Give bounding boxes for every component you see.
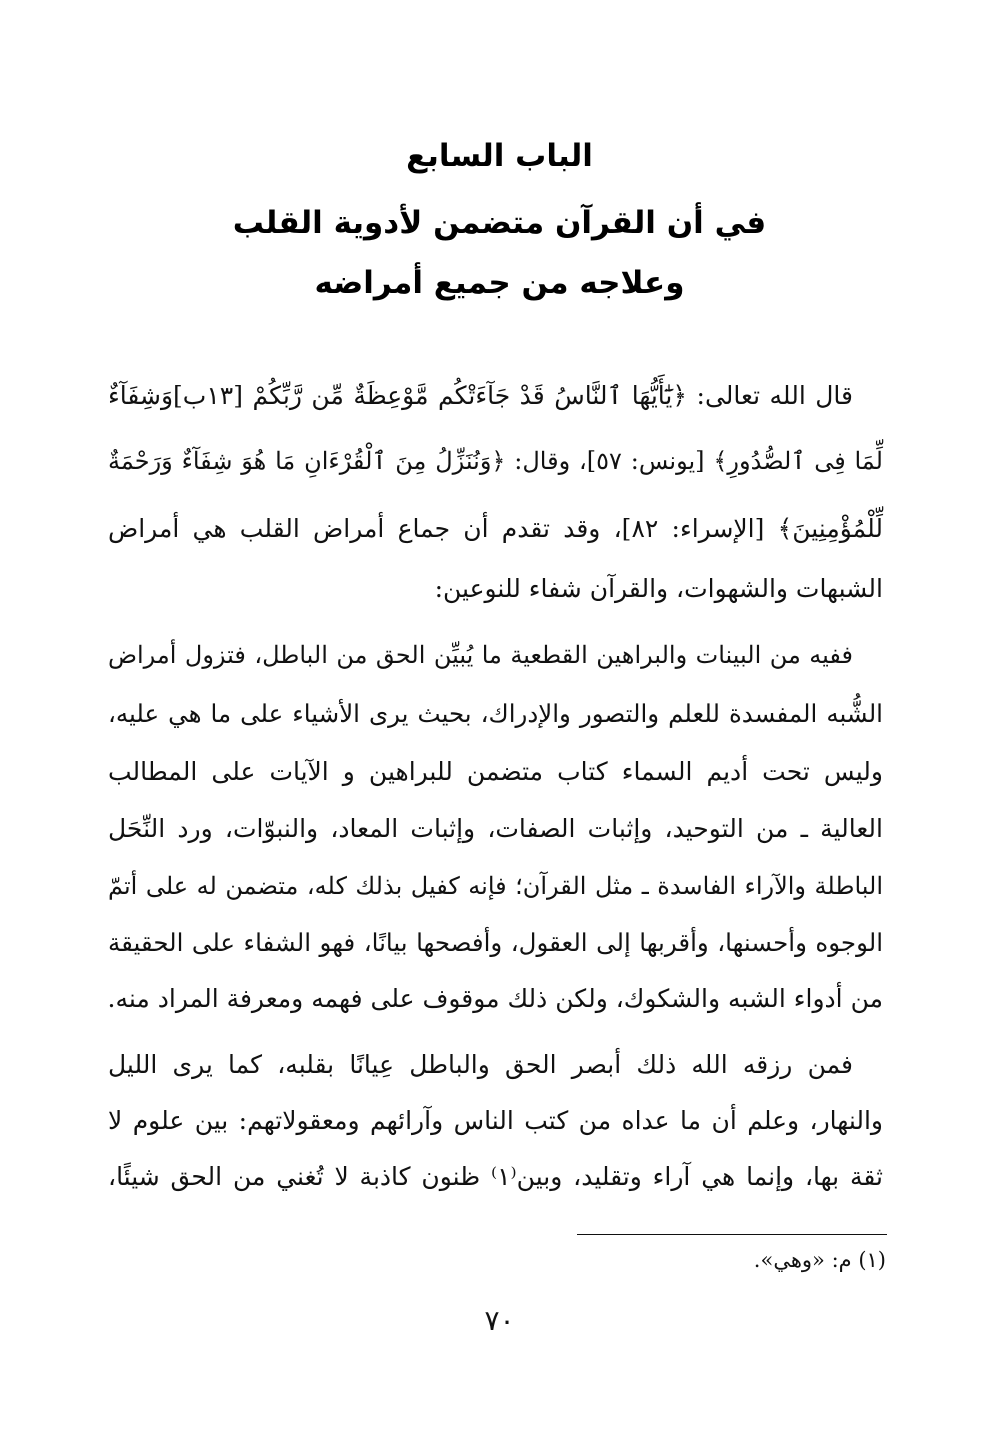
paragraph-3-line-1: فمن رزقه الله ذلك أبصر الحق والباطل عِيانًا بقلبه، كما يرى الليل [108, 1050, 853, 1079]
page-number: ٧٠ [484, 1304, 515, 1337]
paragraph-1-line-4: الشبهات والشهوات، والقرآن شفاء للنوعين: [434, 574, 883, 603]
footnote-separator [577, 1234, 887, 1235]
paragraph-2-line-7: من أدواء الشبه والشكوك، ولكن ذلك موقوف على فهمه ومعرفة المراد منه. [107, 984, 883, 1013]
paragraph-1-line-1: قال الله تعالى: ﴿يَٰٓأَيُّهَا ٱلنَّاسُ قَدْ جَآءَتْكُم مَّوْعِظَةٌ مِّن رَّبِّكُمْ [١٣ب]وَشِفَآءٌ [108, 381, 853, 410]
paragraph-2-line-2: الشُّبه المفسدة للعلم والتصور والإدراك، بحيث يرى الأشياء على ما هي عليه، [108, 699, 883, 728]
paragraph-3-line-3: ثقة بها، وإنما هي آراء وتقليد، وبين⁽١⁾ ظنون كاذبة لا تُغني من الحق شيئًا، [108, 1162, 883, 1191]
chapter-title-line-1: في أن القرآن متضمن لأدوية القلب [232, 205, 767, 241]
chapter-number-title: الباب السابع [406, 138, 593, 174]
paragraph-2-line-3: وليس تحت أديم السماء كتاب متضمن للبراهين و الآيات على المطالب [108, 757, 883, 786]
paragraph-2-line-6: الوجوه وأحسنها، وأقربها إلى العقول، وأفصحها بيانًا، فهو الشفاء على الحقيقة [108, 928, 883, 957]
paragraph-2-line-1: ففيه من البينات والبراهين القطعية ما يُبيِّن الحق من الباطل، فتزول أمراض [108, 641, 853, 669]
footnote: (١) م: «وهي». [753, 1248, 886, 1272]
chapter-title-line-2: وعلاجه من جميع أمراضه [314, 265, 685, 301]
paragraph-1-line-3: لِّلْمُؤْمِنِينَ﴾ [الإسراء: ٨٢]، وقد تقدم أن جماع أمراض القلب هي أمراض [108, 514, 884, 543]
paragraph-3-line-2: والنهار، وعلم أن ما عداه من كتب الناس وآرائهم ومعقولاتهم: بين علوم لا [108, 1106, 883, 1135]
paragraph-2-line-4: العالية ـ من التوحيد، وإثبات الصفات، وإثبات المعاد، والنبوّات، ورد النِّحَل [108, 814, 883, 843]
paragraph-2-line-5: الباطلة والآراء الفاسدة ـ مثل القرآن؛ فإنه كفيل بذلك كله، متضمن له على أتمّ [108, 872, 884, 900]
paragraph-1-line-2: لِّمَا فِى ٱلصُّدُورِ﴾ [يونس: ٥٧]، وقال: ﴿وَنُنَزِّلُ مِنَ ٱلْقُرْءَانِ مَا هُوَ شِفَآءٌ وَرَحْمَةٌ [108, 447, 883, 475]
